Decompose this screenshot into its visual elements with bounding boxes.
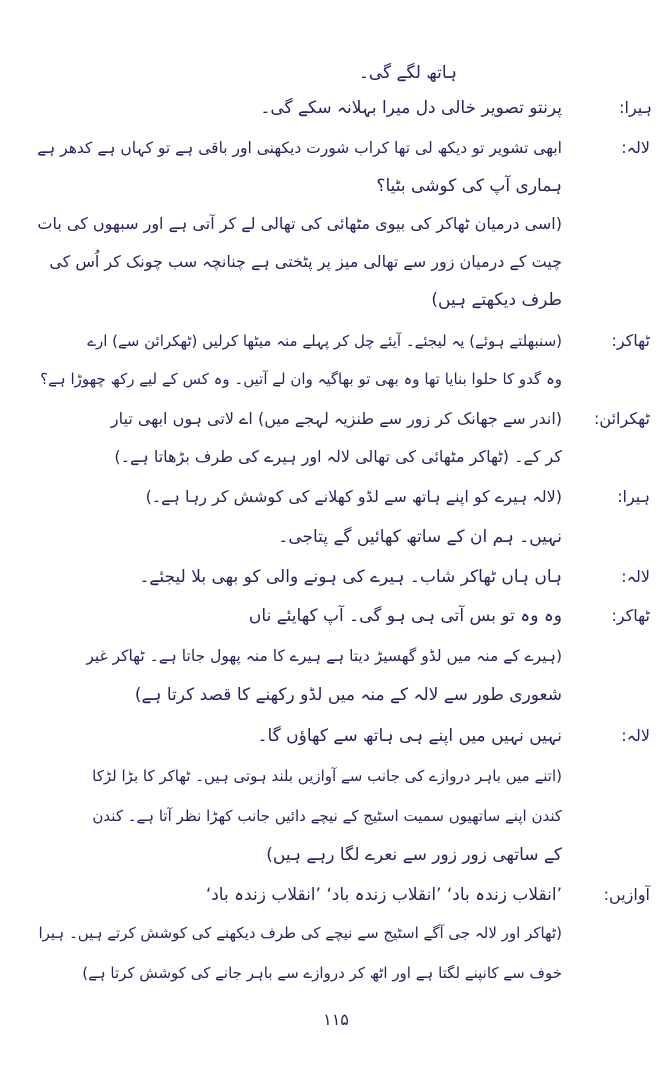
text-line: شعوری طور سے لالہ کے منہ میں لڈو رکھنے کا قصد کرتا ہے) bbox=[134, 685, 562, 705]
text-line: (ہیرے کے منہ میں لڈو گھسیڑ دیتا ہے ہیرے کا منہ پھول جاتا ہے۔ ٹھاکر غیر bbox=[86, 647, 562, 665]
text-line: نہیں نہیں میں اپنے ہی ہاتھ سے کھاؤں گا۔ bbox=[257, 726, 562, 746]
speaker-label: ٹھاکر: bbox=[611, 331, 650, 350]
speaker-label: ٹھکرائن: bbox=[594, 409, 650, 428]
text-line: (اتنے میں باہر دروازے کی جانب سے آوازیں بلند ہوتی ہیں۔ ٹھاکر کا بڑا لڑکا bbox=[92, 767, 562, 785]
text-line: ہماری آپ کی کوشی بٹیا؟ bbox=[376, 176, 562, 196]
speaker-label: آوازیں: bbox=[603, 885, 650, 904]
text-line: (سنبھلتے ہوئے) یہ لیجئے۔ آیئے چل کر پہلے منہ میٹھا کرلیں (ٹھکرائن سے) ارے bbox=[87, 332, 562, 350]
text-line: وہ گدو کا حلوا بنایا تھا وہ بھی تو بھاگیہ وان لے آتیں۔ وہ کس کے لیے رکھ چھوڑا ہے؟ bbox=[40, 370, 562, 388]
text-line: وہ وہ تو بس آتی ہی ہو گی۔ آپ کھایئے ناں bbox=[248, 606, 562, 626]
speaker-label: ہیرا: bbox=[617, 487, 650, 506]
text-line: ہاتھ لگے گی۔ bbox=[358, 63, 457, 83]
speaker-label: لالہ: bbox=[621, 726, 650, 745]
text-line: کر کے۔ (ٹھاکر مٹھائی کی تھالی لالہ اور ہیرے کی طرف بڑھاتا ہے۔) bbox=[114, 447, 562, 466]
page-number: ۱۱۵ bbox=[323, 1010, 349, 1029]
text-line: (اسی درمیان ٹھاکر کی بیوی مٹھائی کی تھالی لے کر آتی ہے اور سبھوں کی بات bbox=[37, 214, 562, 233]
text-line: کندن اپنے ساتھیوں سمیت اسٹیج کے نیچے دائیں جانب کھڑا نظر آتا ہے۔ کندن bbox=[92, 807, 562, 825]
text-line: (اندر سے جھانک کر زور سے طنزیہ لہجے میں) اے لاتی ہوں ابھی تیار bbox=[110, 409, 562, 428]
text-line: طرف دیکھتے ہیں) bbox=[431, 290, 562, 310]
text-line: نہیں۔ ہم ان کے ساتھ کھائیں گے پتاجی۔ bbox=[278, 527, 562, 547]
text-line: چیت کے درمیان زور سے تھالی میز پر پٹختی ہے چنانچہ سب چونک کر اُس کی bbox=[49, 252, 562, 271]
speaker-label: ہیرا: bbox=[619, 98, 652, 117]
speaker-label: لالہ: bbox=[621, 138, 650, 157]
text-line: ’انقلاب زندہ باد‘ ’انقلاب زندہ باد‘ ’انقلاب زندہ باد‘ bbox=[205, 885, 562, 905]
speaker-label: لالہ: bbox=[621, 567, 650, 586]
speaker-label: ٹھاکر: bbox=[611, 606, 650, 625]
text-line: ہاں ہاں ٹھاکر شاب۔ ہیرے کی ہونے والی کو بھی بلا لیجئے۔ bbox=[139, 567, 562, 587]
text-line: پرنتو تصویر خالی دل میرا بہلانہ سکے گی۔ bbox=[260, 98, 562, 118]
text-line: ابھی تشویر تو دیکھ لی تھا کراب شورت دیکھنی اور باقی ہے تو کہاں ہے کدھر ہے bbox=[37, 139, 562, 157]
text-line: کے ساتھی زور زور سے نعرے لگا رہے ہیں) bbox=[266, 845, 562, 865]
text-line: خوف سے کانپنے لگتا ہے اور اٹھ کر دروازے سے باہر جانے کی کوشش کرتا ہے) bbox=[82, 964, 562, 982]
text-line: (لالہ ہیرے کو اپنے ہاتھ سے لڈو کھلانے کی کوشش کر رہا ہے۔) bbox=[145, 487, 562, 506]
text-line: (ٹھاکر اور لالہ جی آگے اسٹیج سے نیچے کی طرف دیکھنے کی کوشش کرتے ہیں۔ ہیرا bbox=[38, 924, 562, 942]
